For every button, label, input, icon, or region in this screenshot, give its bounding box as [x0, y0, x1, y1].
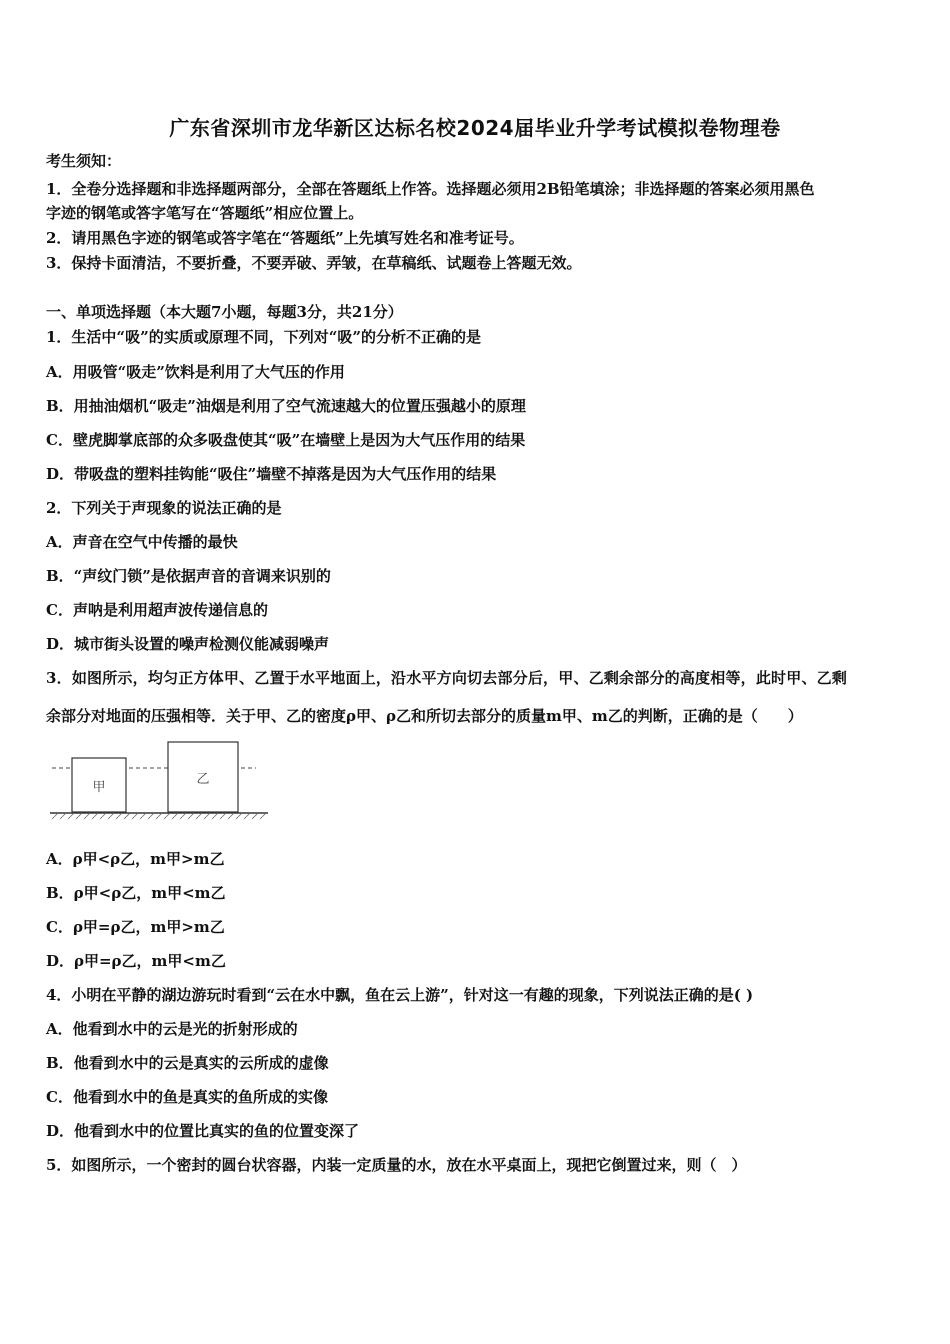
- q1-option-d: D．带吸盘的塑料挂钩能“吸住”墙壁不掉落是因为大气压作用的结果: [46, 465, 497, 483]
- block-jia-label: 甲: [92, 780, 106, 795]
- q3-option-a: A．ρ甲<ρ乙，m甲>m乙: [46, 850, 225, 868]
- q3-option-d: D．ρ甲=ρ乙，m甲<m乙: [46, 952, 226, 970]
- q1-stem: 1．生活中“吸”的实质或原理不同，下列对“吸”的分析不正确的是: [46, 328, 481, 346]
- q4-option-a: A．他看到水中的云是光的折射形成的: [46, 1020, 298, 1038]
- notice-item-3: 3．保持卡面清洁，不要折叠，不要弄破、弄皱，在草稿纸、试题卷上答题无效。: [46, 254, 582, 272]
- notice-item-1-cont: 字迹的钢笔或答字笔写在“答题纸”相应位置上。: [46, 204, 364, 222]
- q2-option-d: D．城市街头设置的噪声检测仪能减弱噪声: [46, 635, 330, 653]
- q2-stem: 2．下列关于声现象的说法正确的是: [46, 499, 282, 517]
- q4-option-b: B．他看到水中的云是真实的云所成的虚像: [46, 1054, 329, 1072]
- q3-stem-line1: 3．如图所示，均匀正方体甲、乙置于水平地面上，沿水平方向切去部分后，甲、乙剩余部分的高度相等，此时甲、乙剩: [46, 669, 848, 687]
- section-heading: 一、单项选择题（本大题7小题，每题3分，共21分）: [46, 303, 403, 321]
- q2-option-c: C．声呐是利用超声波传递信息的: [46, 601, 268, 619]
- notice-item-2: 2．请用黑色字迹的钢笔或答字笔在“答题纸”上先填写姓名和准考证号。: [46, 229, 524, 247]
- q2-option-b: B．“声纹门锁”是依据声音的音调来识别的: [46, 567, 331, 585]
- q4-option-d: D．他看到水中的位置比真实的鱼的位置变深了: [46, 1122, 360, 1140]
- q4-stem: 4．小明在平静的湖边游玩时看到“云在水中飘，鱼在云上游”，针对这一有趣的现象，下列说法正确的是( ): [46, 986, 754, 1004]
- q3-stem-line2: 余部分对地面的压强相等．关于甲、乙的密度ρ甲、ρ乙和所切去部分的质量m甲、m乙的判断，正确的是（ ）: [46, 707, 803, 725]
- page-title: 广东省深圳市龙华新区达标名校2024届毕业升学考试模拟卷物理卷: [169, 116, 781, 140]
- q3-option-c: C．ρ甲=ρ乙，m甲>m乙: [46, 918, 225, 936]
- q2-option-a: A．声音在空气中传播的最快: [46, 533, 238, 551]
- q4-option-c: C．他看到水中的鱼是真实的鱼所成的实像: [46, 1088, 328, 1106]
- notice-item-1: 1．全卷分选择题和非选择题两部分，全部在答题纸上作答。选择题必须用2B铅笔填涂；非选择题的答案必须用黑色: [46, 180, 815, 198]
- ground-hatching: [52, 813, 266, 819]
- block-yi-label: 乙: [196, 772, 210, 787]
- q1-option-c: C．壁虎脚掌底部的众多吸盘使其“吸”在墙壁上是因为大气压作用的结果: [46, 431, 526, 449]
- q1-option-a: A．用吸管“吸走”饮料是利用了大气压的作用: [46, 363, 345, 381]
- q1-option-b: B．用抽油烟机“吸走”油烟是利用了空气流速越大的位置压强越小的原理: [46, 397, 526, 415]
- q3-option-b: B．ρ甲<ρ乙，m甲<m乙: [46, 884, 226, 902]
- q5-stem: 5．如图所示，一个密封的圆台状容器，内装一定质量的水，放在水平桌面上，现把它倒置过来，则（ ）: [46, 1156, 747, 1174]
- notice-heading: 考生须知：: [46, 152, 122, 170]
- q3-figure-blocks: [46, 736, 276, 826]
